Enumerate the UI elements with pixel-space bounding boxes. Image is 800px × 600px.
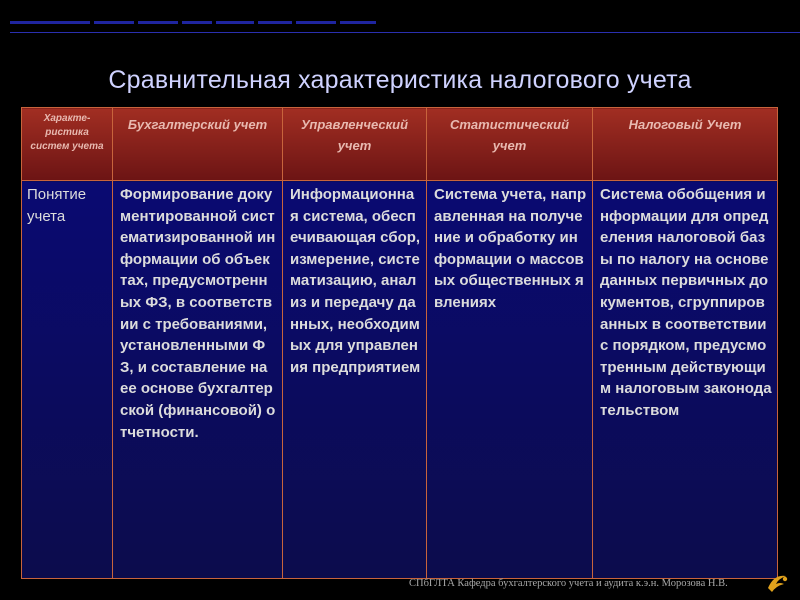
comparison-table [21, 107, 778, 579]
cell-statistical-definition: Система учета, направленная на получение и обработку информации о массовых общественных явлениях [427, 181, 593, 579]
top-decor-segment [216, 21, 254, 24]
top-decor-segment [182, 21, 212, 24]
table-row [22, 181, 778, 579]
top-decor-bar [10, 21, 800, 33]
cell-management-definition: Информационная система, обеспечивающая сбор, измерение, систематизацию, анализ и передачу данных, необходимых для управления предприятием [283, 181, 427, 579]
slide-title: Сравнительная характеристика налогового учета [108, 66, 692, 94]
top-decor-segment [94, 21, 134, 24]
presenter-logo-icon [764, 570, 792, 594]
cell-tax-definition: Система обобщения информации для определения налоговой базы по налогу на основе данных первичных документов, сгруппированных в соответствии с порядком, предусмотренным действующим налоговым законодательством [593, 181, 778, 579]
footer-credit: СПбГЛТА Кафедра бухгалтерского учета и аудита к.э.н. Морозова Н.В. [409, 578, 728, 589]
header-cell-characteristic: Характе-ристика систем учета [22, 108, 113, 181]
top-decor-segment [10, 21, 90, 24]
header-cell-tax: Налоговый Учет [593, 108, 778, 181]
top-decor-segment [296, 21, 336, 24]
header-cell-management: Управленческий учет [283, 108, 427, 181]
table-header-row [22, 108, 778, 181]
cell-accounting-definition: Формирование документированной систематизированной информации об объектах, предусмотренных ФЗ, в соответствии с требованиями, установленными ФЗ, и составление на ее основе бухгалтерской (финансовой) отчетности. [113, 181, 283, 579]
top-decor-segment [340, 21, 376, 24]
top-decor-segment [258, 21, 292, 24]
header-cell-accounting: Бухгалтерский учет [113, 108, 283, 181]
top-decor-segment [138, 21, 178, 24]
row-label-concept: Понятие учета [22, 181, 113, 579]
header-cell-statistical: Статистический учет [427, 108, 593, 181]
